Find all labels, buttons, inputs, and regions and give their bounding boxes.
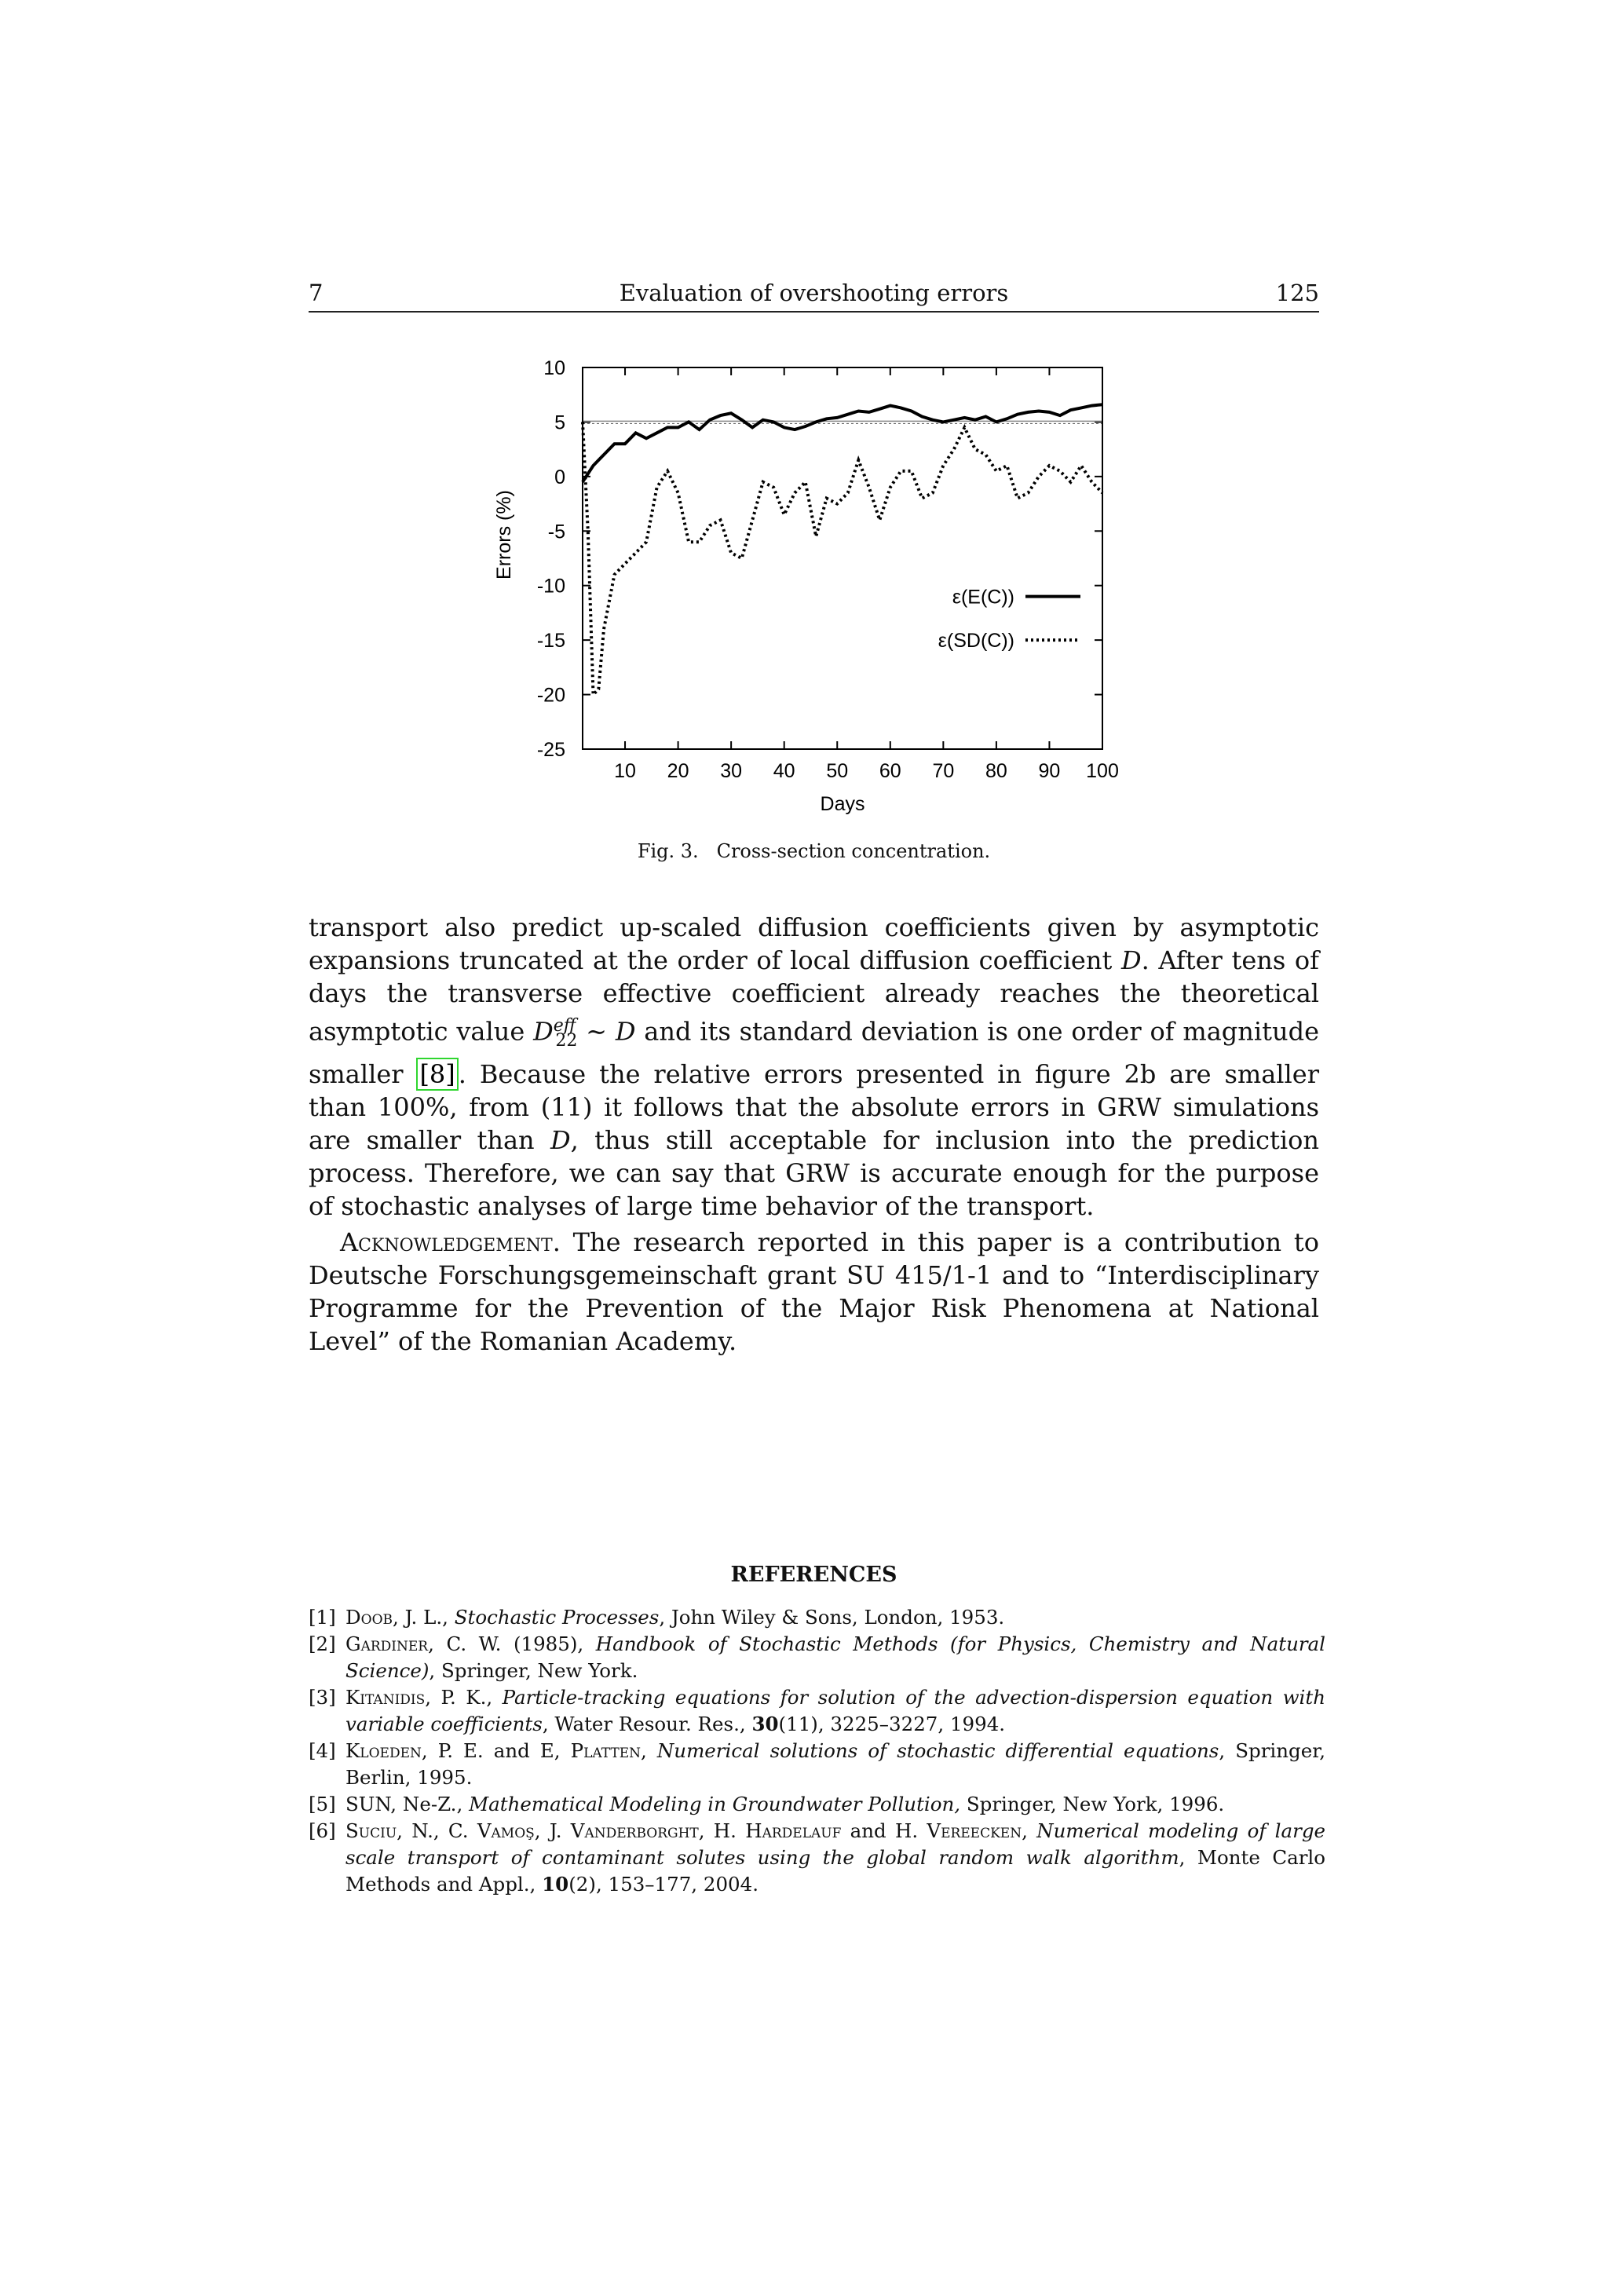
references-heading: REFERENCES xyxy=(730,1563,897,1587)
running-header xyxy=(309,276,1319,313)
math-subscript: 22 xyxy=(555,1031,578,1051)
citation-link[interactable]: [8] xyxy=(416,1058,458,1091)
x-tick-label: 80 xyxy=(985,760,1007,782)
x-tick-label: 40 xyxy=(773,760,795,782)
acknowledgement-text: . The research reported in this paper is a contribution to Deutsche Forschungsgemeinschaft grant SU 415/1-1 and to “Interdisciplinary Programme for the Prevention of the Major Risk Phenomena at National Level” of the Romanian Academy. xyxy=(309,1227,1319,1356)
math-var: D xyxy=(1120,945,1142,975)
reference-author: Platten xyxy=(570,1739,642,1762)
reference-title: Handbook of Stochastic Methods (for Physics, Chemistry and Natural Science) xyxy=(345,1632,1325,1682)
acknowledgement-label: Acknowledgement xyxy=(340,1227,553,1257)
reference-author: Vereecken xyxy=(927,1819,1022,1842)
axis-ticks xyxy=(583,367,1102,749)
plot-frame xyxy=(583,367,1102,749)
reference-text: (11), 3225–3227, 1994. xyxy=(778,1713,1006,1735)
reference-text: , Water Resour. Res., xyxy=(542,1713,752,1735)
math-var: D xyxy=(533,1016,554,1047)
caption-text: Cross-section concentration. xyxy=(716,840,991,862)
para-text: , thus still acceptable for inclusion into the prediction process. Therefore, we can say that GRW is accurate enough for the purpose of stochastic analyses of large time behavior of the transport. xyxy=(309,1125,1320,1222)
y-tick-label: -20 xyxy=(536,684,565,707)
reference-title: Mathematical Modeling in Groundwater Pollution, xyxy=(469,1793,961,1815)
reference-item xyxy=(309,1631,1325,1684)
y-tick-label: -15 xyxy=(536,630,565,653)
para-text: . After tens of days the transverse effective coefficient already reaches the theoretical asymptotic value xyxy=(309,945,1320,1047)
reference-text: , P. K., xyxy=(425,1686,503,1709)
page-number: 125 xyxy=(1275,280,1319,306)
reference-author: Gardiner xyxy=(345,1632,429,1655)
x-tick-label: 100 xyxy=(1086,760,1119,782)
reference-author: Suciu xyxy=(345,1819,397,1842)
caption-label: Fig. 3. xyxy=(637,840,699,862)
reference-volume: 10 xyxy=(542,1873,569,1896)
reference-text: , xyxy=(1022,1819,1037,1842)
y-axis-label: Errors (%) xyxy=(493,490,515,579)
x-tick-label: 50 xyxy=(826,760,849,782)
reference-text: , P. E. and E, xyxy=(421,1739,571,1762)
reference-text: , J. xyxy=(534,1819,571,1842)
reference-item xyxy=(309,1684,1325,1738)
reference-author: Vamoş xyxy=(477,1819,535,1842)
x-tick-label: 30 xyxy=(720,760,743,782)
y-tick-label: -5 xyxy=(547,521,565,543)
reference-text: , J. L., xyxy=(393,1606,455,1629)
para-text: and its standard deviation is one order of magnitude smaller xyxy=(309,1016,1320,1090)
reference-index: [3] xyxy=(309,1686,336,1709)
reference-item xyxy=(309,1604,1325,1631)
x-tick-label: 70 xyxy=(932,760,955,782)
reference-text: , John Wiley & Sons, London, 1953. xyxy=(659,1606,1005,1629)
reference-index: [1] xyxy=(309,1606,336,1629)
reference-item xyxy=(309,1818,1325,1898)
x-tick-label: 60 xyxy=(879,760,901,782)
section-number: 7 xyxy=(309,280,324,306)
reference-item xyxy=(309,1791,1325,1818)
reference-index: [5] xyxy=(309,1793,336,1815)
reference-index: [2] xyxy=(309,1632,336,1655)
reference-author: Kloeden xyxy=(345,1739,422,1762)
x-axis-label: Days xyxy=(820,793,865,815)
para-text: . Because the relative errors presented in figure 2b are smaller than 100%, from (11) it follows that the absolute errors in GRW simulations are smaller than xyxy=(309,1059,1320,1156)
y-tick-label: -25 xyxy=(536,739,565,761)
x-tick-label: 10 xyxy=(614,760,636,782)
legend-label-sd: ε(SD(C)) xyxy=(938,630,1014,653)
math-superscript: eff xyxy=(553,1016,576,1036)
x-tick-label: 20 xyxy=(667,760,689,782)
reference-index: [6] xyxy=(309,1819,336,1842)
reference-text: , Springer, New York. xyxy=(429,1659,638,1682)
reference-author: Hardelauf xyxy=(745,1819,842,1842)
reference-text: , H. xyxy=(698,1819,746,1842)
reference-item xyxy=(309,1738,1325,1791)
x-tick-labels xyxy=(614,760,1119,782)
reference-index: [4] xyxy=(309,1739,336,1762)
reference-text: and H. xyxy=(841,1819,927,1842)
legend-label-mean: ε(E(C)) xyxy=(952,586,1014,609)
figure-caption xyxy=(309,840,1319,862)
y-tick-labels xyxy=(537,357,565,761)
series-mean-error-line xyxy=(583,404,1102,482)
reference-title: Particle-tracking equations for solution of the advection-dispersion equation with variable coefficients xyxy=(345,1686,1326,1735)
reference-volume: 30 xyxy=(751,1713,779,1735)
math-operator: ∼ xyxy=(577,1016,616,1047)
reference-text: , xyxy=(641,1739,657,1762)
reference-list xyxy=(309,1604,1325,1898)
reference-text: , C. W. (1985), xyxy=(428,1632,596,1655)
y-tick-label: 0 xyxy=(554,466,565,488)
reference-title: Stochastic Processes xyxy=(454,1606,660,1629)
reference-author: Vanderborght xyxy=(570,1819,699,1842)
body-paragraph xyxy=(309,911,1319,1223)
math-var: D xyxy=(550,1125,571,1156)
reference-text: , Monte Carlo Methods and Appl., xyxy=(345,1846,1325,1896)
para-text: transport also predict up-scaled diffusion coefficients given by asymptotic expansions truncated at the order of local diffusion coefficient xyxy=(309,912,1319,975)
reference-author: Kitanidis xyxy=(345,1686,426,1709)
math-var: D xyxy=(615,1016,636,1047)
reference-author: SUN, Ne-Z., xyxy=(345,1793,470,1815)
reference-title: Numerical modeling of large scale transport of contaminant solutes using the global random walk algorithm xyxy=(345,1819,1325,1869)
reference-text: , Springer, Berlin, 1995. xyxy=(345,1739,1326,1789)
y-tick-label: -10 xyxy=(536,575,565,598)
reference-title: Numerical solutions of stochastic differential equations xyxy=(656,1739,1219,1762)
running-title: Evaluation of overshooting errors xyxy=(619,280,1009,306)
reference-text: , N., C. xyxy=(397,1819,477,1842)
y-tick-label: 5 xyxy=(554,411,565,434)
reference-text: (2), 153–177, 2004. xyxy=(568,1873,759,1896)
y-tick-label: 10 xyxy=(543,357,565,379)
reference-author: Doob xyxy=(345,1606,393,1629)
x-tick-label: 90 xyxy=(1038,760,1061,782)
series-sd-error-line xyxy=(583,422,1102,694)
errors-line-chart xyxy=(487,353,1139,824)
reference-text: Springer, New York, 1996. xyxy=(960,1793,1225,1815)
acknowledgement-paragraph xyxy=(309,1226,1319,1358)
